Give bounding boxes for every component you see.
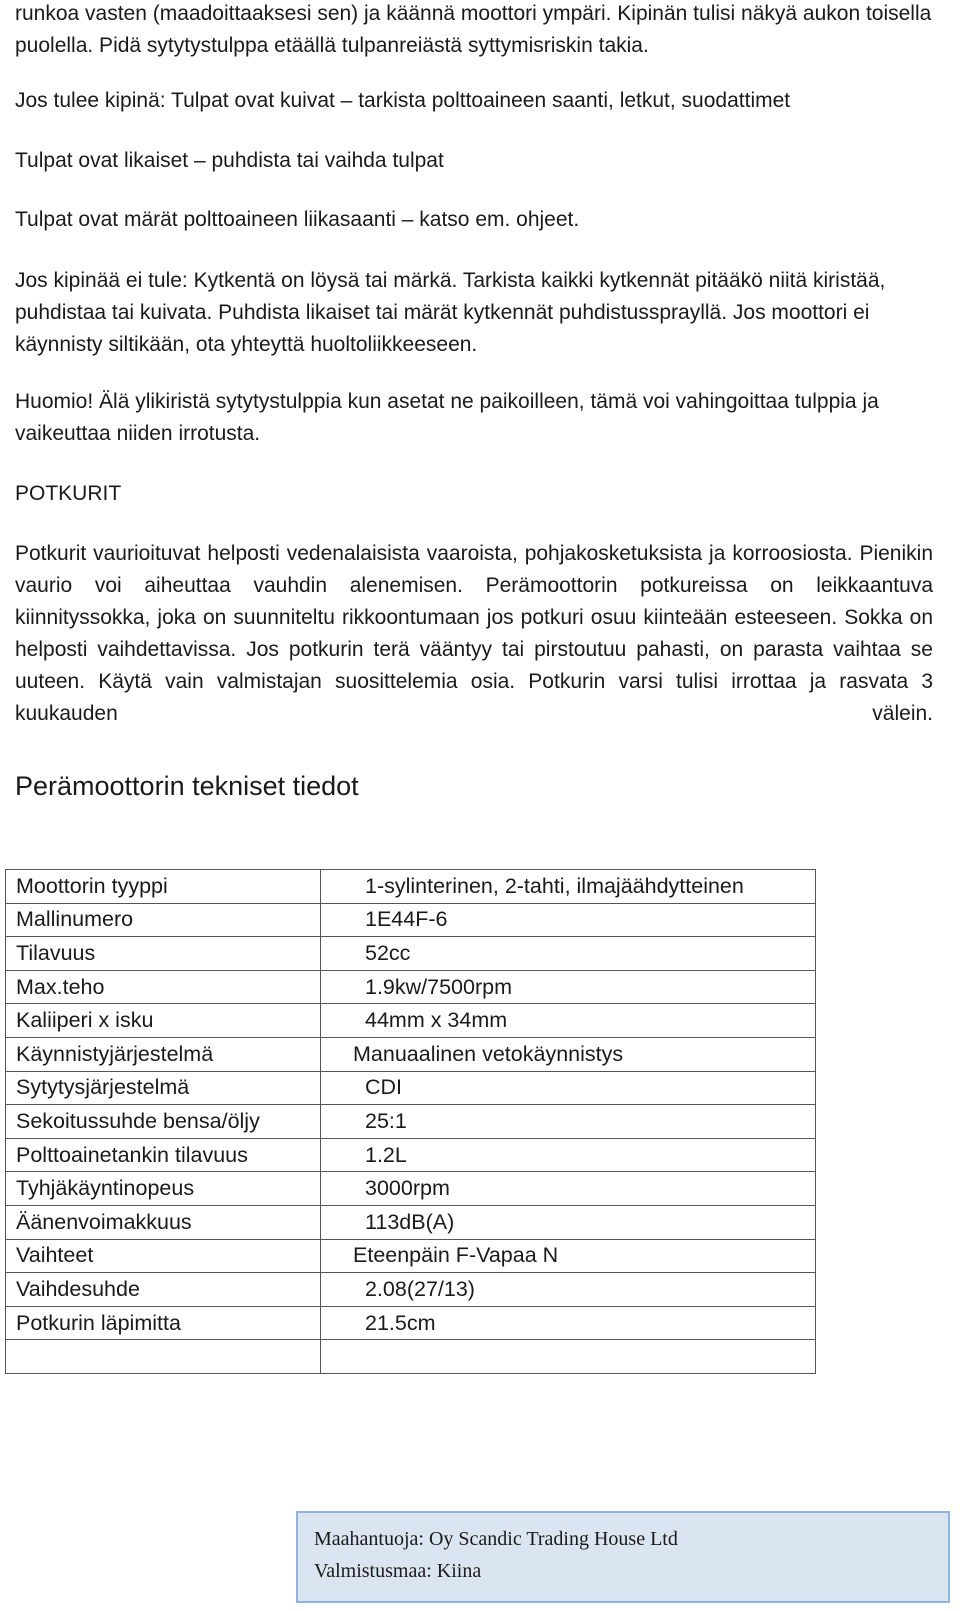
spec-value: 3000rpm [321,1172,816,1206]
spec-value: 44mm x 34mm [321,1004,816,1038]
spec-row [6,1340,816,1374]
spec-label: Polttoainetankin tilavuus [6,1138,321,1172]
spec-label: Moottorin tyyppi [6,870,321,904]
specs-table [5,869,816,1374]
spec-row [6,1239,816,1273]
spec-row [6,1138,816,1172]
spec-value: CDI [321,1071,816,1105]
spec-value: 1.2L [321,1138,816,1172]
spec-row [6,970,816,1004]
spec-label: Tyhjäkäyntinopeus [6,1172,321,1206]
spec-label [6,1340,321,1374]
spec-row [6,937,816,971]
spark-dry-line: Jos tulee kipinä: Tulpat ovat kuivat – tarkista polttoaineen saanti, letkut, suodattimet [15,89,791,112]
spec-value: 113dB(A) [321,1205,816,1239]
spark-wet-line: Tulpat ovat märät polttoaineen liikasaanti – katso em. ohjeet. [15,208,580,231]
spec-value: Eteenpäin F-Vapaa N [321,1239,816,1273]
specs-heading: Perämoottorin tekniset tiedot [15,771,359,801]
propellers-heading: POTKURIT [15,482,122,505]
spec-row [6,1004,816,1038]
importer-line: Maahantuoja: Oy Scandic Trading House Ltd [314,1528,678,1550]
spec-label: Tilavuus [6,937,321,971]
spec-row [6,1172,816,1206]
spec-label: Sekoitussuhde bensa/öljy [6,1105,321,1139]
spec-label: Vaihdesuhde [6,1273,321,1307]
spec-label: Mallinumero [6,903,321,937]
spec-value: 25:1 [321,1105,816,1139]
no-spark-paragraph: Jos kipinää ei tule: Kytkentä on löysä tai märkä. Tarkista kaikki kytkennät pitääkö niitä kiristää, puhdistaa tai kuivata. Puhdista likaiset tai märät kytkennät puhdistussprayllä. Jos moottori ei käynnisty siltikään, ota yhteyttä huoltoliikkeeseen. [15,269,886,356]
spec-row [6,1037,816,1071]
spec-label: Käynnistyjärjestelmä [6,1037,321,1071]
origin-line: Valmistusmaa: Kiina [314,1560,482,1582]
propellers-paragraph: Potkurit vaurioituvat helposti vedenalaisista vaaroista, pohjakosketuksista ja korroosiosta. Pienikin vaurio voi aiheuttaa vauhdin alenemisen. Perämoottorin potkureissa on leikkaantuva kiinnityssokka, joka on suunniteltu rikkoontumaan jos potkuri osuu kiinteään esteeseen. Sokka on helposti vaihdettavissa. Jos potkurin terä vääntyy tai pirstoutuu pahasti, on parasta vaihtaa se uuteen. Käytä vain valmistajan suosittelemia osia. Potkurin varsi tulisi irrottaa ja rasvata 3 kuukauden välein. [15,542,933,725]
spec-label: Kaliiperi x isku [6,1004,321,1038]
spec-value: 21.5cm [321,1306,816,1340]
spec-value: 52cc [321,937,816,971]
spec-row [6,1273,816,1307]
spec-value: Manuaalinen vetokäynnistys [321,1037,816,1071]
spec-value: 1.9kw/7500rpm [321,970,816,1004]
spec-label: Max.teho [6,970,321,1004]
spec-row [6,870,816,904]
footer-box [296,1511,950,1603]
spark-dirty-line: Tulpat ovat likaiset – puhdista tai vaihda tulpat [15,149,444,172]
spec-row [6,1306,816,1340]
spec-row [6,1105,816,1139]
spec-row [6,1071,816,1105]
spec-row [6,903,816,937]
intro-paragraph: runkoa vasten (maadoittaaksesi sen) ja käännä moottori ympäri. Kipinän tulisi näkyä aukon toisella puolella. Pidä sytytystulppa etäällä tulpanreiästä syttymisriskin takia. [15,2,932,57]
spec-label: Sytytysjärjestelmä [6,1071,321,1105]
spec-value: 1E44F-6 [321,903,816,937]
spec-value: 2.08(27/13) [321,1273,816,1307]
spec-label: Potkurin läpimitta [6,1306,321,1340]
note-paragraph: Huomio! Älä ylikiristä sytytystulppia kun asetat ne paikoilleen, tämä voi vahingoittaa tulppia ja vaikeuttaa niiden irrotusta. [15,390,879,445]
spec-row [6,1205,816,1239]
spec-label: Äänenvoimakkuus [6,1205,321,1239]
spec-value: 1-sylinterinen, 2-tahti, ilmajäähdytteinen [321,870,816,904]
spec-label: Vaihteet [6,1239,321,1273]
spec-value [321,1340,816,1374]
